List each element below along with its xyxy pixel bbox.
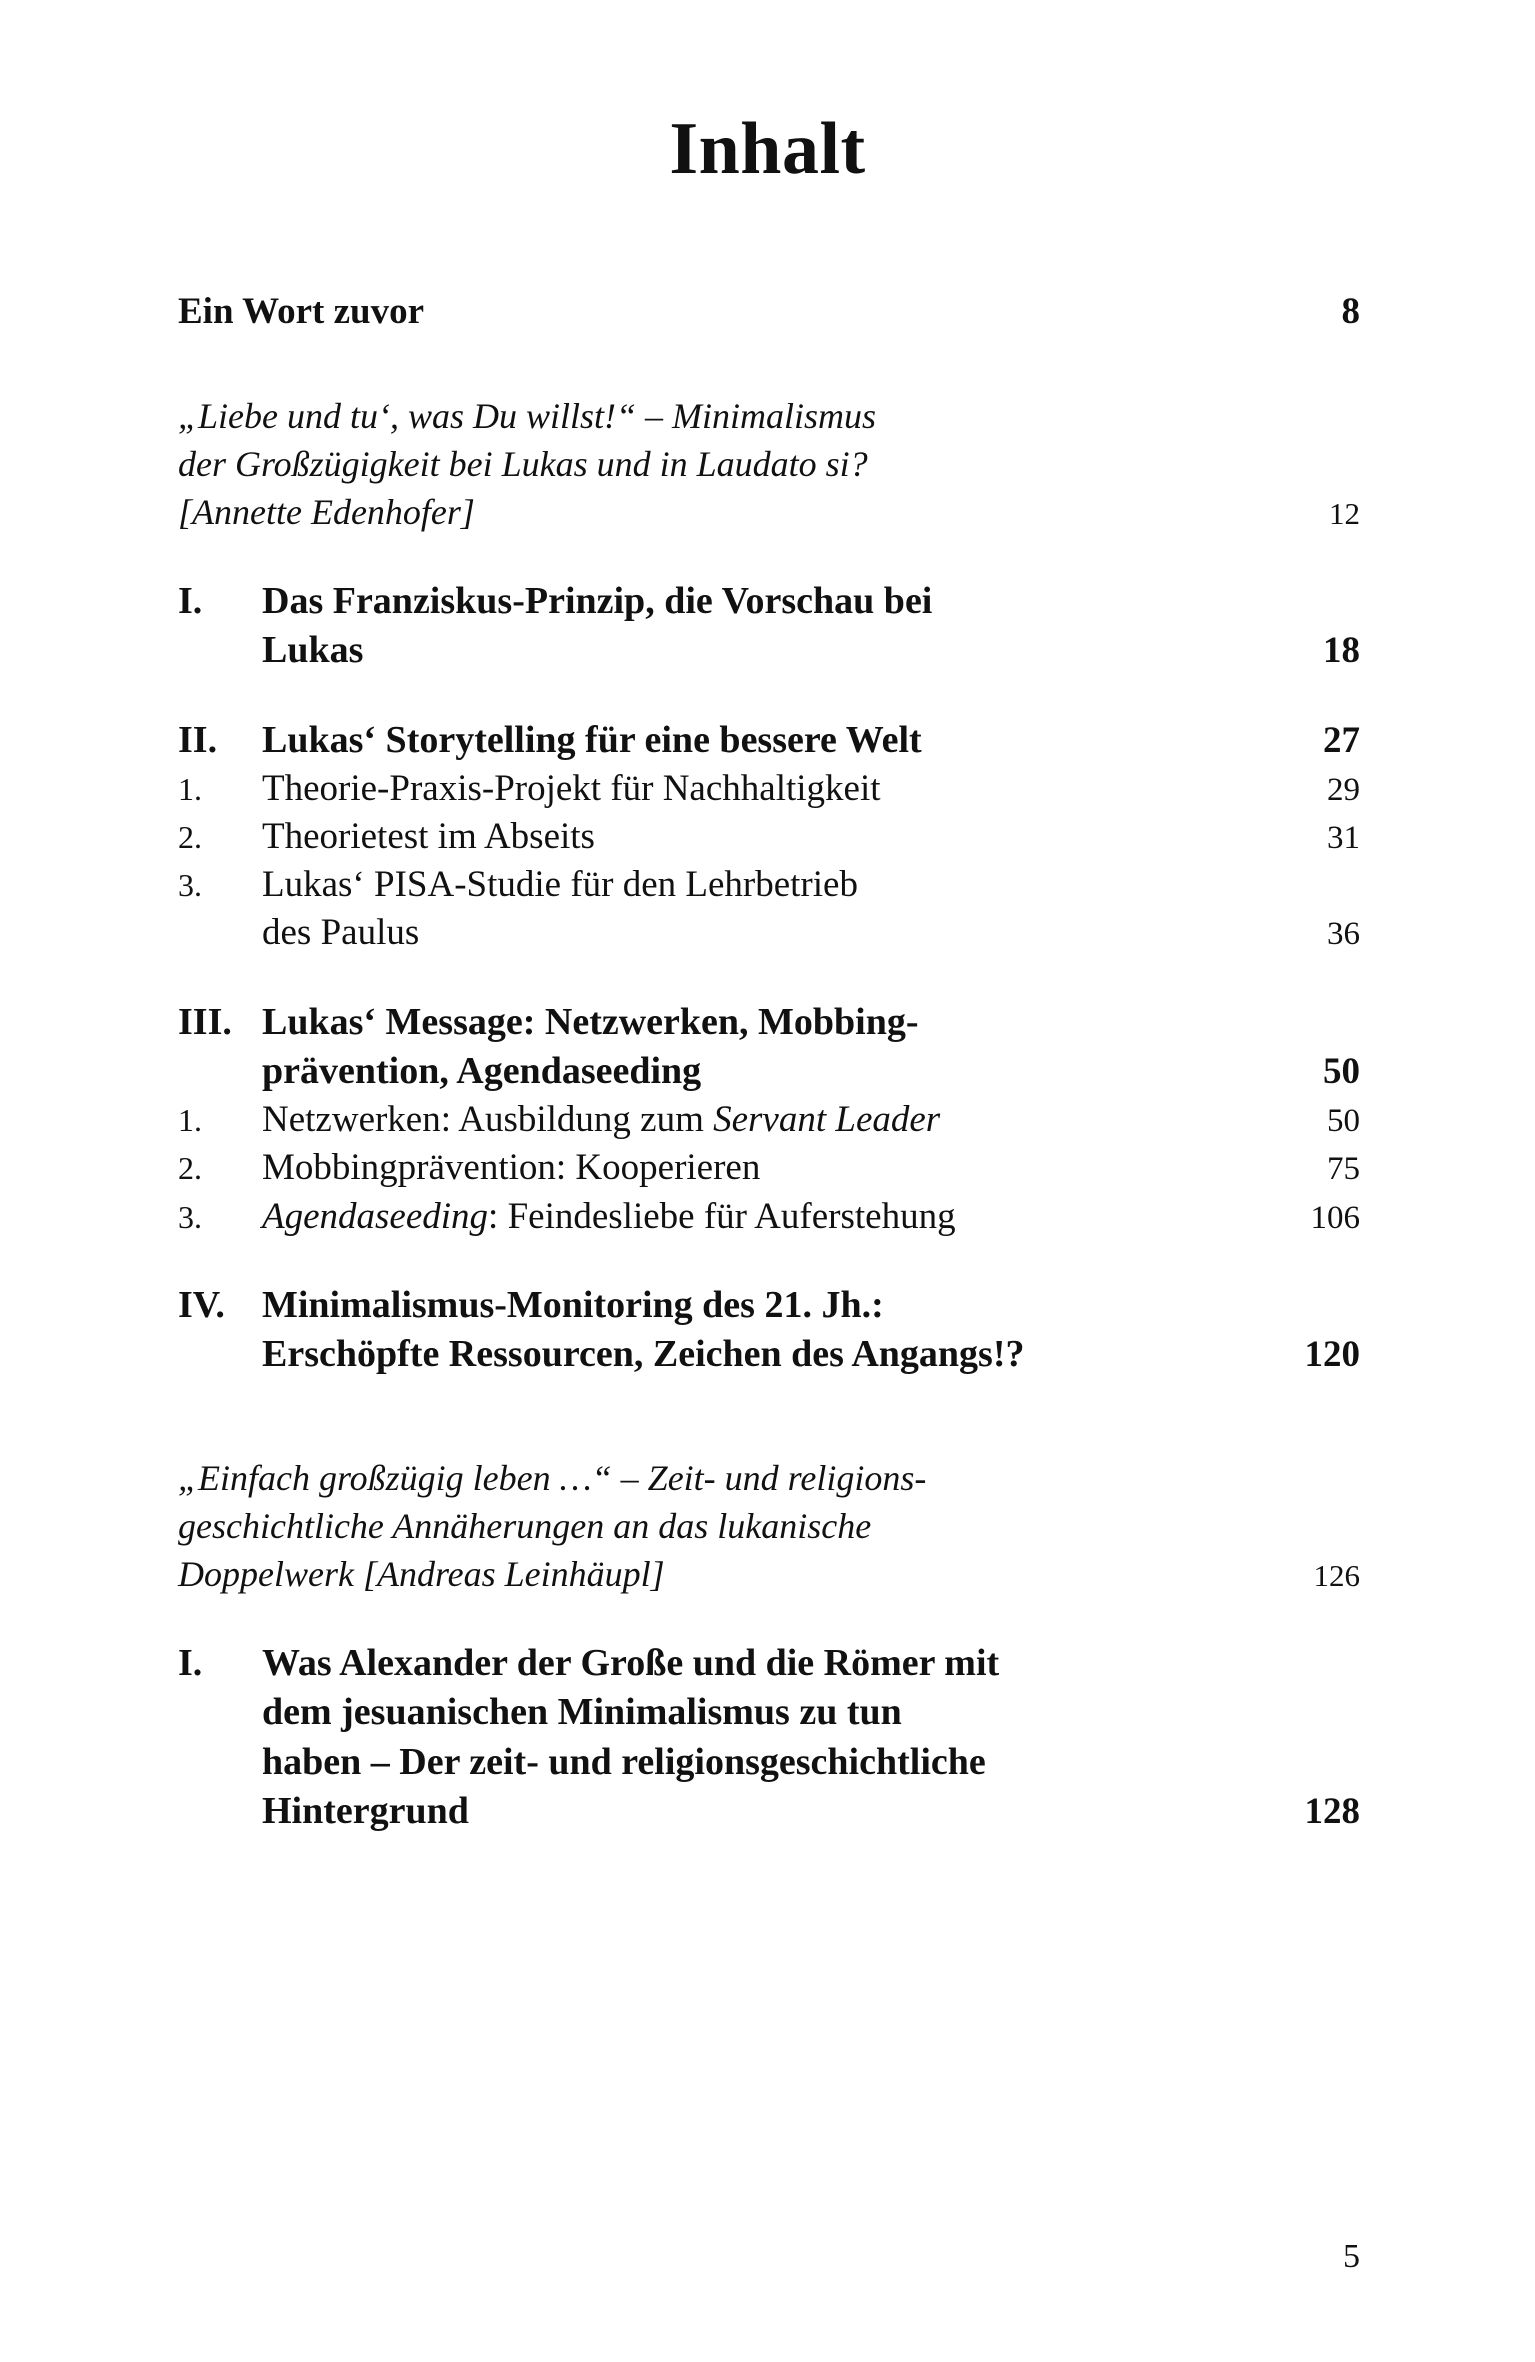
toc-entry-page-number: 50 bbox=[1323, 1050, 1360, 1092]
toc-entry-line bbox=[178, 1787, 1360, 1836]
toc-entry-line bbox=[178, 716, 1360, 765]
toc-entry-line-text: des Paulus bbox=[262, 912, 420, 954]
toc-entry-line-text: Das Franziskus-Prinzip, die Vorschau bei bbox=[262, 579, 933, 622]
toc-entry-line bbox=[178, 1551, 1360, 1599]
toc-text-plain-tail: : Feindesliebe für Auferstehung bbox=[488, 1195, 956, 1237]
toc-entry-line-text: haben – Der zeit- und religionsgeschichtliche bbox=[262, 1740, 986, 1783]
toc-text-italic: Agendaseeding bbox=[262, 1195, 489, 1237]
toc-entry-line-row bbox=[262, 1281, 1360, 1330]
toc-entry-line bbox=[178, 1455, 1360, 1503]
spacer bbox=[178, 676, 1360, 716]
spacer bbox=[178, 1379, 1360, 1455]
toc-entry-line-row bbox=[262, 1047, 1360, 1096]
toc-entry-line-text: Doppelwerk [Andreas Leinhäupl] bbox=[178, 1554, 665, 1595]
toc-entry-line-text: Lukas‘ PISA-Studie für den Lehrbetrieb bbox=[262, 864, 858, 906]
toc-entry-line-row bbox=[262, 1688, 1360, 1737]
toc-text-italic: Servant Leader bbox=[713, 1099, 941, 1141]
toc-entry-line bbox=[178, 861, 1360, 909]
toc-entry-line-text: Was Alexander der Große und die Römer mit bbox=[262, 1642, 1000, 1684]
toc-entry-page-number: 75 bbox=[1327, 1151, 1360, 1188]
toc-entry-line-row bbox=[262, 1144, 1360, 1192]
toc-entry-line-text: Theorie-Praxis-Projekt für Nachhaltigkeit bbox=[262, 768, 881, 810]
toc-entry-line-text: Lukas‘ Message: Netzwerken, Mobbing- bbox=[262, 1000, 919, 1043]
toc-entry-line-row bbox=[262, 1639, 1360, 1688]
toc-entry-line-text: Lukas‘ Storytelling für eine bessere Welt bbox=[262, 718, 922, 761]
toc-entry-line-text: Theorietest im Abseits bbox=[262, 816, 595, 858]
toc-entry-line bbox=[178, 441, 1360, 489]
toc-entry-numeral: I. bbox=[178, 579, 203, 622]
toc-entry-line-text bbox=[262, 1096, 1313, 1144]
toc-entry-numeral: I. bbox=[178, 1642, 203, 1684]
toc-entry-line-text: Hintergrund bbox=[262, 1790, 469, 1833]
toc-entry-page-number: 126 bbox=[1313, 1558, 1360, 1594]
toc-entry-contribution-leinhaeupl[interactable] bbox=[178, 1455, 1360, 1599]
toc-entry-section-iii-3[interactable] bbox=[178, 1193, 1360, 1241]
toc-entry-numeral: 1. bbox=[178, 1102, 202, 1139]
toc-entry-line-row bbox=[262, 1330, 1360, 1379]
toc-entry-section-iii-1[interactable] bbox=[178, 1096, 1360, 1144]
toc-entry-line bbox=[178, 765, 1360, 813]
toc-entry-line-row bbox=[262, 998, 1360, 1047]
toc-entry-line bbox=[178, 393, 1360, 441]
toc-entry-line-text: Minimalismus-Monitoring des 21. Jh.: bbox=[262, 1283, 884, 1326]
toc-entry-line bbox=[178, 626, 1360, 675]
toc-entry-section-iii[interactable] bbox=[178, 998, 1360, 1097]
toc-entry-label: Ein Wort zuvor bbox=[178, 291, 424, 332]
toc-entry-line-row bbox=[262, 577, 1360, 626]
toc-entry-line bbox=[178, 813, 1360, 861]
toc-entry-page-number: 18 bbox=[1323, 630, 1360, 672]
toc-entry-page-number: 106 bbox=[1310, 1199, 1360, 1236]
toc-entry-section-i[interactable] bbox=[178, 577, 1360, 676]
toc-entry-line bbox=[178, 909, 1360, 957]
toc-entry-line-text: Erschöpfte Ressourcen, Zeichen des Angangs!? bbox=[262, 1332, 1025, 1375]
toc-entry-page-number: 29 bbox=[1327, 772, 1360, 809]
page-title: Inhalt bbox=[669, 108, 866, 190]
toc-entry-line bbox=[178, 998, 1360, 1047]
toc-entry-line bbox=[178, 1503, 1360, 1551]
toc-entry-line-row bbox=[262, 1193, 1360, 1241]
toc-entry-section-ii-3[interactable] bbox=[178, 861, 1360, 957]
toc-entry-numeral: II. bbox=[178, 718, 218, 761]
toc-entry-page-number: 128 bbox=[1304, 1791, 1360, 1833]
toc-entry-section-iii-2[interactable] bbox=[178, 1144, 1360, 1192]
toc-entry-page-number: 120 bbox=[1304, 1333, 1360, 1375]
toc-entry-numeral: IV. bbox=[178, 1283, 225, 1326]
toc-entry-line bbox=[178, 1688, 1360, 1737]
toc-entry-page-number: 12 bbox=[1329, 496, 1360, 532]
toc-entry-page-number: 31 bbox=[1327, 820, 1360, 857]
page-folio-number: 5 bbox=[1343, 2238, 1360, 2275]
toc-entry-line-row bbox=[262, 813, 1360, 861]
spacer bbox=[178, 1241, 1360, 1281]
toc-entry-line-row bbox=[262, 1096, 1360, 1144]
toc-entry-section-ii[interactable] bbox=[178, 716, 1360, 765]
toc-entry-line-row bbox=[262, 909, 1360, 957]
toc-entry-numeral: 3. bbox=[178, 1198, 202, 1235]
toc-entry-line-text: der Großzügigkeit bei Lukas und in Laudato si? bbox=[178, 444, 868, 485]
toc-entry-section-ii-2[interactable] bbox=[178, 813, 1360, 861]
spacer bbox=[178, 537, 1360, 577]
toc-entry-line bbox=[178, 1639, 1360, 1688]
toc-entry-line-row bbox=[262, 716, 1360, 765]
toc-entry-line-row bbox=[262, 1787, 1360, 1836]
toc-entry-section-i-b[interactable] bbox=[178, 1639, 1360, 1837]
toc-entry-line-text: [Annette Edenhofer] bbox=[178, 492, 475, 533]
toc-entry-line-text bbox=[262, 1193, 1297, 1241]
toc-entry-line-text: „Einfach großzügig leben …“ – Zeit- und religions- bbox=[178, 1458, 927, 1499]
toc-entry-numeral: 2. bbox=[178, 819, 202, 856]
toc-entry-line-row bbox=[262, 861, 1360, 909]
toc-entry-ein-wort-zuvor[interactable] bbox=[178, 288, 1360, 335]
toc-entry-numeral: 2. bbox=[178, 1150, 202, 1187]
toc-entry-line-text bbox=[262, 1144, 1313, 1192]
toc-entry-line bbox=[178, 1330, 1360, 1379]
toc-entry-line bbox=[178, 1144, 1360, 1192]
toc-entry-line-text: geschichtliche Annäherungen an das lukanische bbox=[178, 1506, 872, 1547]
spacer bbox=[178, 958, 1360, 998]
toc-entry-line bbox=[178, 489, 1360, 537]
toc-entry-section-iv[interactable] bbox=[178, 1281, 1360, 1380]
toc-entry-section-ii-1[interactable] bbox=[178, 765, 1360, 813]
toc-entry-page-number: 36 bbox=[1327, 916, 1360, 953]
toc-entry-page-number: 8 bbox=[1341, 291, 1360, 332]
toc-entry-page-number: 27 bbox=[1323, 719, 1360, 761]
toc-entry-line-row bbox=[262, 765, 1360, 813]
toc-entry-line bbox=[178, 577, 1360, 626]
toc-entry-line bbox=[178, 1193, 1360, 1241]
toc-entry-numeral: 3. bbox=[178, 867, 202, 904]
toc-entry-line-text: prävention, Agendaseeding bbox=[262, 1049, 702, 1092]
toc-entry-line bbox=[178, 1281, 1360, 1330]
toc-text-plain: Mobbingprävention: Kooperieren bbox=[262, 1147, 761, 1189]
toc-entry-line-text: Lukas bbox=[262, 629, 364, 672]
toc-entry-line bbox=[178, 1047, 1360, 1096]
spacer bbox=[178, 1599, 1360, 1639]
toc-entry-line-text: dem jesuanischen Minimalismus zu tun bbox=[262, 1691, 902, 1734]
toc-entry-line-row bbox=[262, 626, 1360, 675]
toc-entries-list bbox=[178, 288, 1360, 1837]
toc-text-plain: Netzwerken: Ausbildung zum bbox=[262, 1099, 714, 1141]
toc-entry-numeral: III. bbox=[178, 1000, 232, 1043]
toc-entry-contribution-edenhofer[interactable] bbox=[178, 393, 1360, 537]
toc-entry-numeral: 1. bbox=[178, 771, 202, 808]
spacer bbox=[178, 335, 1360, 393]
toc-entry-line-text: „Liebe und tu‘, was Du willst!“ – Minimalismus bbox=[178, 396, 877, 437]
toc-entry-line bbox=[178, 1738, 1360, 1787]
toc-entry-page-number: 50 bbox=[1327, 1103, 1360, 1140]
toc-entry-line-row bbox=[262, 1738, 1360, 1787]
toc-entry-line bbox=[178, 1096, 1360, 1144]
